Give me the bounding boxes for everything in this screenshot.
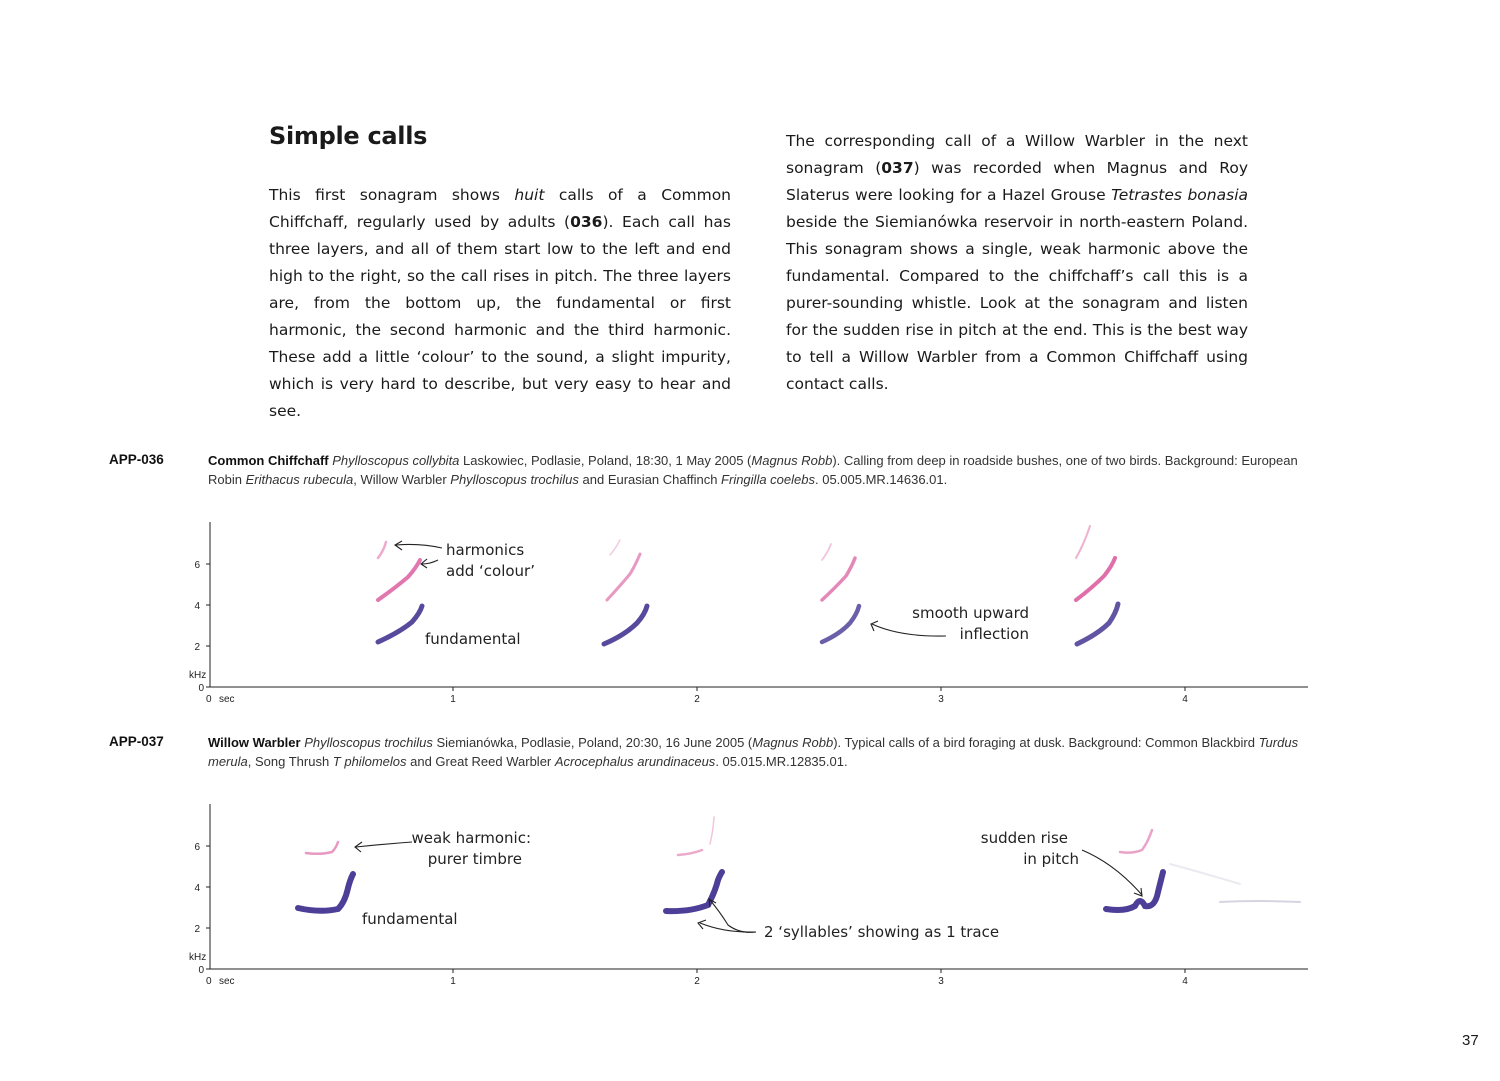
body-text-left [269, 182, 731, 425]
annotation-weak-harmonic: purer timbre [427, 850, 522, 868]
text-run: Siemianówka, Podlasie, Poland, 20:30, 16 June 2005 ( [432, 735, 753, 750]
italic-run: Phylloscopus trochilus [304, 735, 433, 750]
paragraph [269, 182, 731, 425]
x-unit-label: sec [219, 976, 235, 987]
x-unit-label: sec [219, 694, 235, 705]
fundamental-trace [604, 606, 647, 644]
text-run: , Willow Warbler [353, 472, 451, 487]
y-tick-label: 6 [194, 560, 200, 571]
harmonic-trace [378, 560, 420, 600]
y-tick-label: 0 [198, 965, 204, 976]
harmonic-trace [306, 842, 338, 854]
x-tick-label: 4 [1182, 976, 1188, 987]
annotation-sudden-rise: sudden rise [980, 829, 1068, 847]
x-tick-label: 0 [206, 694, 212, 705]
recording-id: APP-036 [109, 452, 164, 467]
text-run: , Song Thrush [247, 754, 333, 769]
page-number: 37 [1462, 1032, 1479, 1049]
italic-run: Fringilla coelebs [721, 472, 815, 487]
y-tick-label: 4 [194, 883, 200, 894]
annotation-fundamental: fundamental [425, 630, 521, 648]
arrow-head [395, 541, 402, 550]
annotation-harmonics: harmonics [446, 541, 525, 559]
recording-id: APP-037 [109, 734, 164, 749]
harmonic-trace [822, 558, 855, 600]
fundamental-trace [1106, 872, 1163, 910]
text-run: ). Typical calls of a bird foraging at dusk. Background: Common Blackbird [833, 735, 1259, 750]
italic-run: T philomelos [332, 754, 407, 769]
fundamental-trace [378, 606, 422, 642]
bold-run: Common Chiffchaff [208, 453, 329, 468]
bold-run: Willow Warbler [208, 735, 301, 750]
text-run: and Eurasian Chaffinch [578, 472, 722, 487]
text-run: . 05.005.MR.14636.01. [814, 472, 948, 487]
x-tick-label: 3 [938, 976, 944, 987]
annotation-inflection: smooth upward [912, 604, 1029, 622]
harmonic-trace [378, 542, 386, 558]
harmonic-trace [1120, 830, 1152, 853]
y-unit-label: kHz [189, 952, 207, 963]
y-ticks [189, 842, 210, 976]
italic-run: Phylloscopus collybita [332, 453, 460, 468]
harmonic-trace [822, 544, 831, 560]
section-heading: Simple calls [269, 122, 428, 150]
italic-run: huit [514, 186, 545, 204]
x-tick-label: 2 [694, 694, 700, 705]
sonagram-willow-warbler [180, 792, 1320, 992]
annotation-sudden-rise: in pitch [1023, 850, 1079, 868]
arrow [396, 544, 442, 548]
paragraph [786, 128, 1248, 398]
italic-run: Tetrastes bonasia [1111, 186, 1248, 204]
x-tick-label: 1 [450, 976, 456, 987]
bold-run: 036 [570, 213, 603, 231]
text-run: ). Calling from deep in roadside bushes, one of two birds. Background: European Robin [208, 453, 1298, 487]
x-tick-label: 0 [206, 976, 212, 987]
annotation-syllables: 2 ‘syllables’ showing as 1 trace [764, 923, 1000, 941]
y-tick-label: 0 [198, 683, 204, 694]
text-run: This first sonagram shows [269, 186, 515, 204]
italic-run: Magnus Robb [751, 453, 833, 468]
italic-run: Turdus merula [208, 735, 1299, 769]
x-tick-label: 3 [938, 694, 944, 705]
annotation-harmonics: add ‘colour’ [446, 562, 535, 580]
text-run: and Great Reed Warbler [406, 754, 555, 769]
italic-run: Acrocephalus arundinaceus [554, 754, 716, 769]
x-ticks [206, 687, 1188, 705]
x-tick-label: 1 [450, 694, 456, 705]
harmonic-trace [678, 850, 702, 855]
x-tick-label: 2 [694, 976, 700, 987]
y-tick-label: 2 [194, 642, 200, 653]
y-tick-label: 4 [194, 601, 200, 612]
recording-caption [208, 451, 1308, 489]
text-run: beside the Siemianówka reservoir in north-eastern Poland. This sonagram shows a single, weak harmonic above the fundamental. Compared to the chiffchaff’s call this is a purer-sounding whistle. Look at the sonagram and listen for the sudden rise in pitch at the end. This is the best way to tell a Willow Warbler from a Common Chiffchaff using contact calls. [786, 213, 1248, 393]
background-trace [1170, 864, 1240, 884]
italic-run: Magnus Robb [752, 735, 834, 750]
text-run: . 05.015.MR.12835.01. [715, 754, 848, 769]
y-tick-label: 6 [194, 842, 200, 853]
recording-caption [208, 733, 1308, 771]
annotation-inflection: inflection [959, 625, 1029, 643]
harmonic-trace [1076, 526, 1090, 558]
body-text-right [786, 128, 1248, 398]
annotation-weak-harmonic: weak harmonic: [411, 829, 531, 847]
text-run: Laskowiec, Podlasie, Poland, 18:30, 1 May 2005 ( [459, 453, 752, 468]
x-ticks [206, 969, 1188, 987]
fundamental-trace [298, 874, 353, 911]
harmonic-trace [710, 817, 714, 844]
text-run: calls of a Common Chiffchaff, regularly used by adults ( [269, 186, 732, 231]
fundamental-trace [822, 606, 859, 642]
harmonic-trace [610, 540, 620, 555]
y-unit-label: kHz [189, 670, 207, 681]
background-trace [1220, 901, 1300, 902]
harmonic-trace [1076, 558, 1115, 600]
text-run: The corresponding call of a Willow Warbler in the next sonagram ( [786, 132, 1248, 177]
harmonic-trace [607, 554, 640, 600]
sonagram-chiffchaff [180, 510, 1320, 710]
x-tick-label: 4 [1182, 694, 1188, 705]
annotation-fundamental: fundamental [362, 910, 458, 928]
fundamental-trace [1077, 604, 1118, 644]
italic-run: Phylloscopus trochilus [450, 472, 579, 487]
y-tick-label: 2 [194, 924, 200, 935]
text-run: ). Each call has three layers, and all of them start low to the left and end high to the right, so the call rises in pitch. The three layers are, from the bottom up, the fundamental or first harmonic, the second harmonic and the third harmonic. These add a little ‘colour’ to the sound, a slight impurity, which is very hard to describe, but very easy to hear and see. [269, 213, 731, 420]
y-ticks [189, 560, 210, 694]
italic-run: Erithacus rubecula [245, 472, 354, 487]
text-run: ) was recorded when Magnus and Roy Slaterus were looking for a Hazel Grouse [786, 159, 1248, 204]
bold-run: 037 [881, 159, 914, 177]
